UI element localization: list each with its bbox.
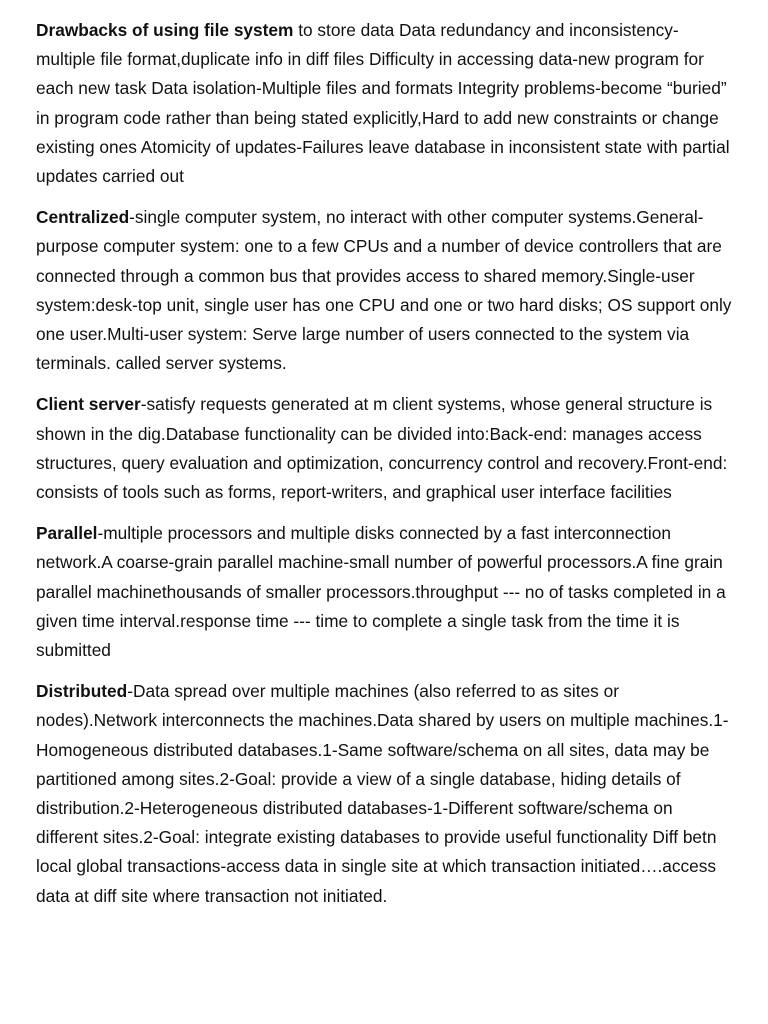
paragraph-body: -multiple processors and multiple disks connected by a fast interconnection network.A coarse-grain parallel machine-small number of powerful processors.A fine grain parallel machinethousands of smaller processors.throughput --- no of tasks completed in a given time interval.response time --- time to complete a single task from the time it is submitted (36, 523, 726, 661)
paragraph-parallel (36, 519, 736, 665)
paragraph-body: -single computer system, no interact with other computer systems.General-purpose computer system: one to a few CPUs and a number of device controllers that are connected through a common bus that provides access to shared memory.Single-user system:desk-top unit, single user has one CPU and one or two hard disks; OS support only one user.Multi-user system: Serve large number of users connected to the system via terminals. called server systems. (36, 207, 732, 374)
term-heading: Distributed (36, 681, 128, 702)
paragraph-distributed (36, 677, 736, 911)
term-heading: Centralized (36, 207, 130, 228)
paragraph-body: -satisfy requests generated at m client systems, whose general structure is shown in the dig.Database functionality can be divided into:Back-end: manages access structures, query evaluation and optimization, concurrency control and recovery.Front-end: consists of tools such as forms, report-writers, and graphical user interface facilities (36, 394, 728, 503)
term-heading: Parallel (36, 523, 98, 544)
term-heading: Drawbacks of using file system (36, 20, 294, 40)
paragraph-file-system-drawbacks (36, 16, 736, 191)
paragraph-body: to store data Data redundancy and inconsistency-multiple file format,duplicate info in diff files Difficulty in accessing data-new program for each new task Data isolation-Multiple files and formats Integrity problems-become “buried” in program code rather than being stated explicitly,Hard to add new constraints or change existing ones Atomicity of updates-Failures leave database in inconsistent state with partial updates carried out (36, 20, 730, 187)
paragraph-client-server (36, 390, 736, 507)
paragraph-body: -Data spread over multiple machines (also referred to as sites or nodes).Network interconnects the machines.Data shared by users on multiple machines.1-Homogeneous distributed databases.1-Same software/schema on all sites, data may be partitioned among sites.2-Goal: provide a view of a single database, hiding details of distribution.2-Heterogeneous distributed databases-1-Different software/schema on different sites.2-Goal: integrate existing databases to provide useful functionality Diff betn local global transactions-access data in single site at which transaction initiated….access data at diff site where transaction not initiated. (36, 681, 729, 906)
paragraph-centralized (36, 203, 736, 378)
term-heading: Client server (36, 394, 141, 415)
document-page (36, 16, 736, 923)
